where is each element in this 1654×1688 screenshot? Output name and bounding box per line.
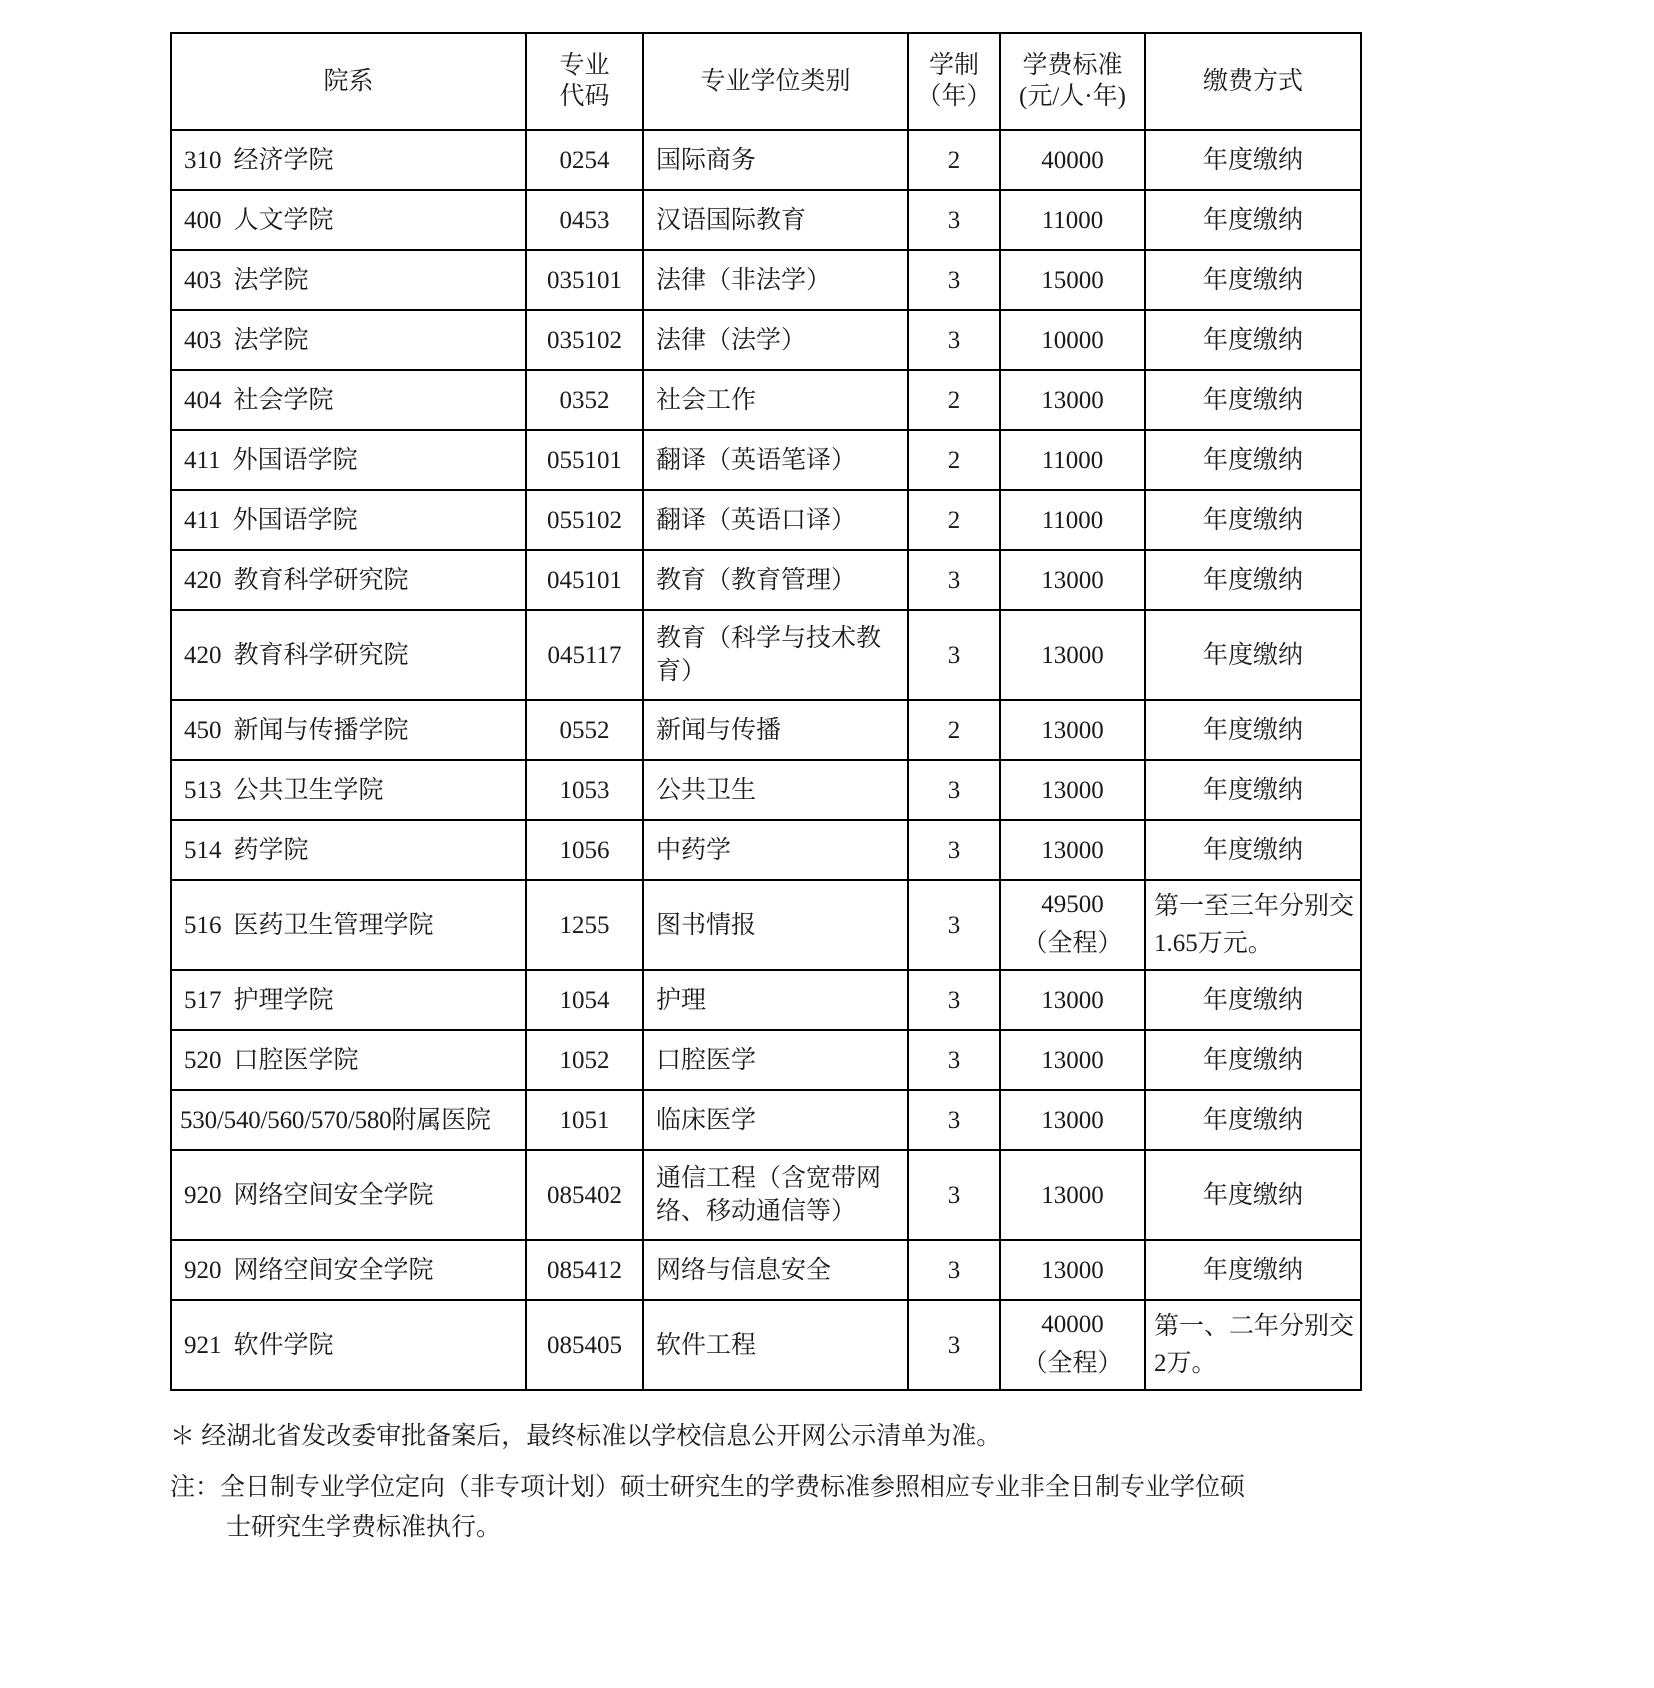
department-name: 网络空间安全学院 [233, 1181, 434, 1209]
tuition-amount: 10000 [1041, 326, 1104, 354]
tuition-scope-note: （全程） [1022, 930, 1123, 957]
cell-payment-method [1145, 610, 1361, 700]
cell-payment-method [1145, 1090, 1361, 1150]
cell-tuition [1000, 760, 1145, 820]
table-row [171, 430, 1361, 490]
cell-major-code: 0352 [526, 370, 643, 430]
department-code: 920 [184, 1256, 222, 1284]
cell-payment-method [1145, 970, 1361, 1030]
cell-tuition [1000, 700, 1145, 760]
table-row [171, 490, 1361, 550]
department-name: 医药卫生管理学院 [233, 911, 434, 939]
table-row [171, 370, 1361, 430]
cell-degree-category: 翻译（英语口译） [643, 490, 908, 550]
department-code: 450 [184, 716, 222, 744]
tuition-amount: 13000 [1041, 641, 1104, 669]
header-row [171, 33, 1361, 130]
payment-method-line1: 第一、二年分别交 [1154, 1312, 1355, 1340]
cell-degree-category: 法律（非法学） [643, 250, 908, 310]
tuition-amount: 49500 [1041, 891, 1104, 919]
cell-major-code: 1255 [526, 880, 643, 970]
table-row [171, 760, 1361, 820]
cell-degree-category: 图书情报 [643, 880, 908, 970]
cell-tuition [1000, 880, 1145, 970]
header-text-department: 院系 [323, 68, 374, 95]
cell-tuition [1000, 130, 1145, 190]
table-row [171, 1090, 1361, 1150]
tuition-amount: 13000 [1041, 1106, 1104, 1134]
cell-major-code: 085402 [526, 1150, 643, 1240]
department-code: 921 [184, 1331, 222, 1359]
department-name: 530/540/560/570/580附属医院 [180, 1106, 491, 1134]
cell-department [171, 610, 526, 700]
cell-payment-method [1145, 430, 1361, 490]
payment-method-line1: 年度缴纳 [1202, 206, 1303, 234]
department-code: 514 [184, 836, 222, 864]
header-text-major-code-line1: 专业 [559, 52, 610, 79]
cell-department [171, 550, 526, 610]
department-code: 403 [184, 326, 222, 354]
cell-major-code: 045101 [526, 550, 643, 610]
cell-tuition [1000, 610, 1145, 700]
payment-method-line1: 年度缴纳 [1202, 1046, 1303, 1074]
department-code: 411 [184, 506, 221, 534]
cell-duration: 3 [908, 550, 1000, 610]
department-name: 外国语学院 [232, 446, 358, 474]
cell-major-code: 045117 [526, 610, 643, 700]
department-name: 社会学院 [233, 386, 334, 414]
department-name: 新闻与传播学院 [233, 716, 409, 744]
department-code: 310 [184, 146, 222, 174]
table-body [171, 130, 1361, 1390]
cell-duration: 2 [908, 370, 1000, 430]
cell-major-code: 1056 [526, 820, 643, 880]
footnote-note [170, 1468, 1370, 1549]
cell-department [171, 490, 526, 550]
table-footnotes [170, 1417, 1370, 1549]
table-row [171, 610, 1361, 700]
payment-method-line1: 年度缴纳 [1202, 776, 1303, 804]
cell-duration: 3 [908, 310, 1000, 370]
footnote-note-line2: 士研究生学费标准执行。 [226, 1514, 502, 1541]
table-row [171, 1150, 1361, 1240]
cell-payment-method [1145, 700, 1361, 760]
table-row [171, 1300, 1361, 1390]
cell-department [171, 1150, 526, 1240]
department-code: 420 [184, 641, 222, 669]
cell-payment-method [1145, 550, 1361, 610]
payment-method-line1: 年度缴纳 [1202, 146, 1303, 174]
department-code: 520 [184, 1046, 222, 1074]
column-header-degree-category [643, 33, 908, 130]
cell-department [171, 250, 526, 310]
cell-department [171, 190, 526, 250]
payment-method-line1: 年度缴纳 [1202, 446, 1303, 474]
cell-payment-method [1145, 820, 1361, 880]
cell-department [171, 1300, 526, 1390]
cell-department [171, 1240, 526, 1300]
cell-tuition [1000, 190, 1145, 250]
tuition-amount: 13000 [1041, 1181, 1104, 1209]
department-code: 513 [184, 776, 222, 804]
department-name: 经济学院 [233, 146, 334, 174]
department-name: 法学院 [233, 266, 309, 294]
cell-duration: 2 [908, 490, 1000, 550]
department-name: 法学院 [233, 326, 309, 354]
cell-department [171, 310, 526, 370]
cell-degree-category: 口腔医学 [643, 1030, 908, 1090]
cell-payment-method [1145, 1150, 1361, 1240]
cell-department [171, 760, 526, 820]
cell-department [171, 370, 526, 430]
department-name: 教育科学研究院 [233, 566, 409, 594]
cell-duration: 2 [908, 430, 1000, 490]
department-code: 517 [184, 986, 222, 1014]
payment-method-line1: 年度缴纳 [1202, 326, 1303, 354]
payment-method-line1: 年度缴纳 [1202, 1256, 1303, 1284]
cell-tuition [1000, 970, 1145, 1030]
header-text-duration-line1: 学制 [928, 52, 979, 79]
payment-method-line1: 年度缴纳 [1202, 716, 1303, 744]
cell-department [171, 700, 526, 760]
cell-payment-method [1145, 1300, 1361, 1390]
payment-method-line2: 2万。 [1154, 1350, 1217, 1377]
payment-method-line2: 1.65万元。 [1154, 930, 1273, 957]
department-code: 920 [184, 1181, 222, 1209]
footnote-asterisk-text: ＊ 经湖北省发改委审批备案后，最终标准以学校信息公开网公示清单为准。 [170, 1423, 1002, 1450]
cell-tuition [1000, 1030, 1145, 1090]
department-name: 软件学院 [233, 1331, 334, 1359]
department-name: 教育科学研究院 [233, 641, 409, 669]
header-text-major-code-line2: 代码 [559, 82, 610, 110]
cell-duration: 3 [908, 250, 1000, 310]
header-text-payment-method: 缴费方式 [1202, 68, 1303, 95]
cell-department [171, 970, 526, 1030]
tuition-amount: 40000 [1041, 146, 1104, 174]
department-name: 口腔医学院 [233, 1046, 359, 1074]
payment-method-line1: 年度缴纳 [1202, 1181, 1303, 1209]
tuition-amount: 15000 [1041, 266, 1104, 294]
payment-method-line1: 年度缴纳 [1202, 566, 1303, 594]
cell-degree-category: 新闻与传播 [643, 700, 908, 760]
table-row [171, 700, 1361, 760]
cell-degree-category: 护理 [643, 970, 908, 1030]
tuition-amount: 40000 [1041, 1311, 1104, 1339]
cell-degree-category: 通信工程（含宽带网络、移动通信等） [643, 1150, 908, 1240]
header-text-duration-line2: （年） [916, 82, 992, 110]
tuition-amount: 13000 [1041, 566, 1104, 594]
cell-tuition [1000, 1090, 1145, 1150]
table-header [171, 33, 1361, 130]
cell-major-code: 1053 [526, 760, 643, 820]
header-text-tuition-line2: (元/人·年) [1019, 82, 1126, 110]
cell-degree-category: 临床医学 [643, 1090, 908, 1150]
cell-payment-method [1145, 310, 1361, 370]
cell-degree-category: 公共卫生 [643, 760, 908, 820]
tuition-amount: 11000 [1041, 206, 1104, 234]
cell-department [171, 880, 526, 970]
cell-duration: 3 [908, 1150, 1000, 1240]
cell-duration: 3 [908, 1300, 1000, 1390]
cell-department [171, 1030, 526, 1090]
cell-tuition [1000, 820, 1145, 880]
table-row [171, 1240, 1361, 1300]
cell-payment-method [1145, 250, 1361, 310]
payment-method-line1: 年度缴纳 [1202, 836, 1303, 864]
cell-degree-category: 软件工程 [643, 1300, 908, 1390]
payment-method-line1: 年度缴纳 [1202, 641, 1303, 669]
cell-payment-method [1145, 760, 1361, 820]
department-code: 400 [184, 206, 222, 234]
cell-duration: 3 [908, 880, 1000, 970]
footnote-note-line1: 注：全日制专业学位定向（非专项计划）硕士研究生的学费标准参照相应专业非全日制专业学位硕 [170, 1473, 1246, 1501]
cell-payment-method [1145, 130, 1361, 190]
table-row [171, 550, 1361, 610]
department-code: 404 [184, 386, 222, 414]
cell-payment-method [1145, 1030, 1361, 1090]
table-row [171, 1030, 1361, 1090]
cell-duration: 3 [908, 1090, 1000, 1150]
cell-major-code: 055102 [526, 490, 643, 550]
footnote-asterisk [170, 1417, 1370, 1458]
table-row [171, 130, 1361, 190]
cell-duration: 3 [908, 1030, 1000, 1090]
table-row [171, 190, 1361, 250]
tuition-amount: 13000 [1041, 836, 1104, 864]
cell-major-code: 055101 [526, 430, 643, 490]
payment-method-line1: 年度缴纳 [1202, 986, 1303, 1014]
column-header-major-code [526, 33, 643, 130]
cell-tuition [1000, 1150, 1145, 1240]
cell-duration: 3 [908, 970, 1000, 1030]
cell-tuition [1000, 1300, 1145, 1390]
department-name: 护理学院 [233, 986, 334, 1014]
cell-major-code: 085412 [526, 1240, 643, 1300]
cell-tuition [1000, 550, 1145, 610]
tuition-amount: 13000 [1041, 1256, 1104, 1284]
cell-major-code: 035102 [526, 310, 643, 370]
department-name: 药学院 [233, 836, 309, 864]
tuition-amount: 13000 [1041, 386, 1104, 414]
cell-degree-category: 社会工作 [643, 370, 908, 430]
cell-major-code: 0453 [526, 190, 643, 250]
payment-method-line1: 第一至三年分别交 [1154, 892, 1355, 920]
tuition-amount: 13000 [1041, 986, 1104, 1014]
cell-degree-category: 汉语国际教育 [643, 190, 908, 250]
cell-degree-category: 法律（法学） [643, 310, 908, 370]
payment-method-line1: 年度缴纳 [1202, 266, 1303, 294]
department-code: 516 [184, 911, 222, 939]
cell-major-code: 1051 [526, 1090, 643, 1150]
cell-payment-method [1145, 190, 1361, 250]
cell-degree-category: 国际商务 [643, 130, 908, 190]
cell-major-code: 1054 [526, 970, 643, 1030]
table-row [171, 250, 1361, 310]
tuition-scope-note: （全程） [1022, 1350, 1123, 1377]
cell-duration: 2 [908, 700, 1000, 760]
tuition-amount: 11000 [1041, 506, 1104, 534]
cell-degree-category: 中药学 [643, 820, 908, 880]
cell-duration: 3 [908, 1240, 1000, 1300]
cell-department [171, 130, 526, 190]
cell-payment-method [1145, 880, 1361, 970]
department-name: 人文学院 [233, 206, 334, 234]
column-header-duration [908, 33, 1000, 130]
table-row [171, 310, 1361, 370]
table-row [171, 880, 1361, 970]
column-header-tuition [1000, 33, 1145, 130]
cell-duration: 2 [908, 130, 1000, 190]
header-text-tuition-line1: 学费标准 [1022, 52, 1123, 79]
cell-degree-category: 翻译（英语笔译） [643, 430, 908, 490]
cell-major-code: 0254 [526, 130, 643, 190]
tuition-amount: 13000 [1041, 776, 1104, 804]
cell-tuition [1000, 430, 1145, 490]
cell-major-code: 0552 [526, 700, 643, 760]
payment-method-line1: 年度缴纳 [1202, 386, 1303, 414]
cell-department [171, 430, 526, 490]
tuition-amount: 13000 [1041, 1046, 1104, 1074]
department-code: 411 [184, 446, 221, 474]
table-row [171, 970, 1361, 1030]
cell-tuition [1000, 1240, 1145, 1300]
cell-duration: 3 [908, 610, 1000, 700]
department-code: 420 [184, 566, 222, 594]
cell-duration: 3 [908, 820, 1000, 880]
department-name: 网络空间安全学院 [233, 1256, 434, 1284]
cell-major-code: 035101 [526, 250, 643, 310]
cell-tuition [1000, 370, 1145, 430]
department-name: 外国语学院 [232, 506, 358, 534]
column-header-department [171, 33, 526, 130]
cell-department [171, 1090, 526, 1150]
department-name: 公共卫生学院 [233, 776, 384, 804]
cell-duration: 3 [908, 760, 1000, 820]
cell-payment-method [1145, 490, 1361, 550]
cell-degree-category: 教育（科学与技术教育） [643, 610, 908, 700]
cell-payment-method [1145, 370, 1361, 430]
cell-major-code: 085405 [526, 1300, 643, 1390]
tuition-amount: 13000 [1041, 716, 1104, 744]
cell-tuition [1000, 250, 1145, 310]
department-code: 403 [184, 266, 222, 294]
cell-payment-method [1145, 1240, 1361, 1300]
cell-major-code: 1052 [526, 1030, 643, 1090]
tuition-fee-table [170, 32, 1362, 1391]
cell-tuition [1000, 490, 1145, 550]
payment-method-line1: 年度缴纳 [1202, 1106, 1303, 1134]
column-header-payment-method [1145, 33, 1361, 130]
cell-tuition [1000, 310, 1145, 370]
header-text-degree-category: 专业学位类别 [700, 68, 851, 95]
payment-method-line1: 年度缴纳 [1202, 506, 1303, 534]
cell-duration: 3 [908, 190, 1000, 250]
cell-department [171, 820, 526, 880]
tuition-amount: 11000 [1041, 446, 1104, 474]
table-row [171, 820, 1361, 880]
cell-degree-category: 教育（教育管理） [643, 550, 908, 610]
cell-degree-category: 网络与信息安全 [643, 1240, 908, 1300]
